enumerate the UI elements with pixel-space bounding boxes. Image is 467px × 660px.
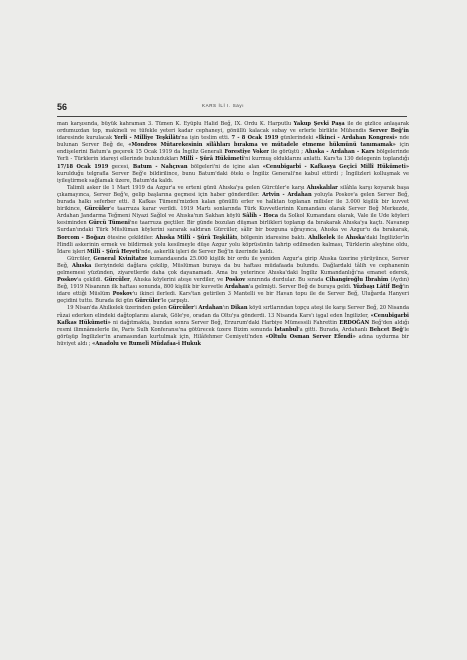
paragraph: [57, 185, 409, 256]
bold-text-run: Ahılkelek: [308, 234, 336, 241]
running-head: KARS İLİ I. Sayı: [202, 103, 245, 108]
bold-text-run: «Anadolu ve Rumeli Müdafaa-i Hukuk: [92, 340, 201, 347]
text-run: 'a gelmişti. Server Beğ de buraya geldi.: [248, 284, 354, 291]
bold-text-run: «Cenubigarbi Kafkas Hükûmeti»: [57, 312, 409, 326]
bold-text-run: ERDOĞAN: [339, 319, 370, 326]
bold-text-run: Poskov: [225, 277, 246, 284]
bold-text-run: Gürcüler: [168, 305, 194, 312]
text-run: 'le çarpıştı.: [160, 298, 190, 305]
bold-text-run: Borcom - Boğazı: [57, 234, 106, 241]
bold-text-run: Millî - Şûrâ Heyeti: [86, 248, 140, 255]
text-run: nde bulunan Server Beğ de,: [57, 135, 409, 149]
page-number: 56: [57, 102, 68, 112]
text-run: 'ni kurmuş olduklarını anlattı. Kars'ta 130 delegenin toplandığı: [243, 156, 409, 163]
header-rule: [57, 116, 407, 117]
bold-text-run: Poskov: [57, 277, 77, 284]
text-run: 19 Nisan'da Ahılkelek üzerinden gelen: [67, 305, 169, 312]
text-run: Talimli asker ile 1 Mart 1919 da Azgur'a ve erteni günü Ahıska'ya gelen Gürcüler'e karşı: [67, 184, 307, 191]
bold-text-run: Ardahan: [224, 284, 249, 291]
text-run: günlerindeki: [278, 135, 316, 142]
bold-text-run: Yerli - Millîye Teşkilâtı: [114, 135, 181, 142]
bold-text-run: «İkinci - Ardahan Kongresi»: [315, 135, 398, 142]
bold-text-run: Poskov: [112, 291, 133, 298]
text-run: 'le görüşüp İngilizler'in aramasından kurtulmak için, Hilâfehmer Cemiyeti'nden: [57, 326, 410, 340]
bold-text-run: 7 - 8 Ocak 1919: [231, 135, 279, 142]
text-run: 'ne taarruza geçtiler. Bir günde bozulan düşman birlikleri toplanıp da bırakarak Ahıska'ya kaçtı. Navanep Surdan'ındaki Türk Müslüman köylerini sararak saldıran Gürcüler, sâlir bir bozguna uğrayınca, Ahıska ve Azgur'u da bırakarak,: [57, 220, 409, 234]
bold-text-run: Millî - Şûrâ Hükûmeti: [180, 156, 244, 163]
text-run: 'in idare ettiği Müslüm: [57, 284, 409, 298]
text-run: ile de gizlice anlaşarak ordumuzdan top, makineli ve tüfekle yeteri kadar cephaneyi, gönüllü kalacak subay ve erlerle birlikte Mühendis: [57, 121, 410, 135]
text-run: Beğ'den aldığı resmi ilimnâmelerle ile, Paris Sulh Konferansı'na götürecek üzere Bizim sonunda: [57, 319, 409, 333]
text-run: yoluyla Poskov'a gelen Server Beğ, burada halkı seferber etti. 8 Kafkas Tümeni'mizden kalan gönüllü erler ve halktan toplanan milisler ile 3.000 kişilik bir kuvvet birikince,: [57, 191, 410, 213]
text-run: 'i: [193, 305, 199, 312]
text-run: idaresinde kurulacak: [57, 135, 115, 142]
text-run: 'daki İngilizler'in Hindli askerinin ermek ve bildirmek yolu kesilmeyle düşe Azgur yolu köprüsünün tahrip edilmeden kalması, Türklerin aleyhine oldu, İdare işleri: [57, 234, 409, 255]
text-run: Gürcüler,: [67, 255, 94, 262]
text-run: bölgeleri'ni de içine alan: [187, 163, 263, 170]
text-run: sınırında durdular. Bu sırada: [245, 277, 326, 284]
bold-text-run: Yakup Şevki Paşa: [293, 121, 345, 127]
bold-text-run: Gürcüler: [134, 298, 161, 305]
bold-text-run: «Oltulu Osman Server Efendi»: [265, 333, 356, 340]
bold-text-run: Ahıska Millî - Şûrâ Teşkilâtı: [155, 234, 238, 241]
text-run: köyü sırtlarından topçu ateşi ile karşı Server Beğ, 20 Nisanda rûzai ederken elindeki dağtoplarını alarak, Göle'ye, oradan da Oltu'ya gönderdi. 13 Nisanda Kars'ı işgal eden İngilizler,: [57, 305, 409, 319]
text-run: ile görüştü ;: [269, 149, 305, 156]
bold-text-run: Behcet Beğ: [369, 326, 403, 333]
bold-text-run: «Mondros Mütarekesinin silâhları bırakma ve mütadele etmeme hükmünü tanımamak»: [128, 142, 396, 149]
text-run: için endişelerini Batum'a geçerek 15 Ocak 1919 da İngiliz Generali: [57, 142, 409, 156]
bold-text-run: Ahıska: [72, 262, 92, 269]
paragraph: [57, 256, 409, 306]
bold-text-run: İstanbul: [274, 326, 299, 333]
text-run: bölgelerinde Yerli - Türklerin idareyi ellerinde bulundukları: [57, 149, 409, 163]
bold-text-run: «Cenubigarbi - Kafkasya Geçici Millî Hükûmeti»: [262, 163, 409, 170]
text-run: , Ahıska köylerini ateşe verdiler, ve: [129, 277, 226, 284]
paragraph: [57, 121, 409, 185]
text-run: kurulduğu telgrafla Server Beğ'e bildirilince, bunu Batum'daki ötekı o İngiliz Generali'ne kabul ettirdi ; İngilizleri kolluşmak ve iyileştirmek sağlamak üzere, Batum'da kaldı.: [57, 170, 409, 184]
text-run: silâhla karşı koyarak başa çıkamayınca, Server Beğ'e, gelip başlarına geçmesi için haber gönderdiler.: [57, 184, 409, 198]
text-run: 'a çekildi.: [76, 277, 105, 284]
text-run: adına uydurma bir hüviyet aldı ;: [57, 333, 409, 347]
text-run: man karşısında, büyük kahraman 3. Tümen K. Eyüplu Halid Beğ, IX. Ordu K. Harputlu: [57, 121, 294, 127]
bold-text-run: Dikan: [230, 305, 248, 312]
text-run: ileriyindeki dağlara çekilip, Müslüman buraya da bu haftası müdafaada bulundu. Dağlardaki tâlih ve cephanenin gelmemesi yüzünden, ziyaretlerde daha çok dayanamadı. Ama bu yeterince Ahıska'daki İngiliz Kumandanlığı'na emanet ederek,: [57, 262, 409, 276]
text-run: 'ın: [222, 305, 231, 312]
text-run: 'e taarruza karar verildi. 1919 Martı sonlarında Türk Kuvvetlerinin Kumandanı olarak Server Beğ Merkezde, Ardahan Jandarma Teğmeni Niyazi Sağlol ve Ahıska'nın Sakhan köylü: [57, 206, 410, 220]
text-run: 'nde, askerlik işleri de Server Beğ'in üzerinde kaldı.: [139, 248, 274, 255]
text-run: 'u ikinci ilerledi. Kars'tan getirilen 3 Mantelli ve bir Havan topu ile de Server Beğ, Uluğarda Hanyeri geçidini tuttu. Burada iki gün: [57, 291, 409, 305]
paragraph: [57, 305, 409, 348]
text-run: kumandasında 25.000 kişilik bir ordu ile yeniden Azgur'a girip Ahıska üzerine yürüyünce, Server Beğ,: [57, 255, 409, 269]
bold-text-run: Gürcüler: [84, 206, 110, 213]
bold-text-run: Batum - Nahçıvan: [132, 163, 188, 170]
text-run: gecesi,: [108, 163, 133, 170]
text-run: (Aydın) Beğ, 1919 Nisanının ilk haftası sonunda, 800 kişilik bir kuvvetle: [57, 277, 409, 291]
bold-text-run: Ahıska: [345, 234, 365, 241]
text-run: ni dağıtmakta, bundan sonra Server Beğ, Erzurum'daki Harbiye Mümessili Fahrettin: [110, 319, 340, 326]
text-run: ile: [335, 234, 346, 241]
bold-text-run: Sâlih - Hoca: [242, 213, 278, 220]
bold-text-run: Gürcü Tümeni: [88, 220, 130, 227]
text-run: da Solkol Kumandanı olarak, Vale ile Ude köyleri kesiminden: [57, 213, 409, 227]
bold-text-run: Cihangiroğlu İbrahim: [325, 277, 389, 284]
text-run: 'na işin teslim etti.: [180, 135, 232, 142]
bold-text-run: Artvin - Ardahan: [262, 191, 312, 198]
body-text: [57, 121, 409, 348]
bold-text-run: Ahıska - Ardahan - Kars: [304, 149, 375, 156]
bold-text-run: Gürcüler: [104, 277, 130, 284]
bold-text-run: Ardahan: [198, 305, 223, 312]
bold-text-run: Forestiye Voker: [224, 149, 269, 156]
page-header: [57, 102, 407, 114]
bold-text-run: General Kvinitatze: [93, 255, 148, 262]
text-run: 'a gitti. Burada, Ardahanlı: [298, 326, 370, 333]
text-run: , bölgenin idaresine baktı.: [237, 234, 309, 241]
text-run: ötesine çekildiler.: [105, 234, 156, 241]
bold-text-run: Server Beğ'in: [369, 128, 409, 135]
bold-text-run: Ahıskalılar: [306, 184, 338, 191]
bold-text-run: Yüzbaşı Lâtif Beğ: [353, 284, 403, 291]
bold-text-run: 17/18 Ocak 1919: [57, 163, 109, 170]
